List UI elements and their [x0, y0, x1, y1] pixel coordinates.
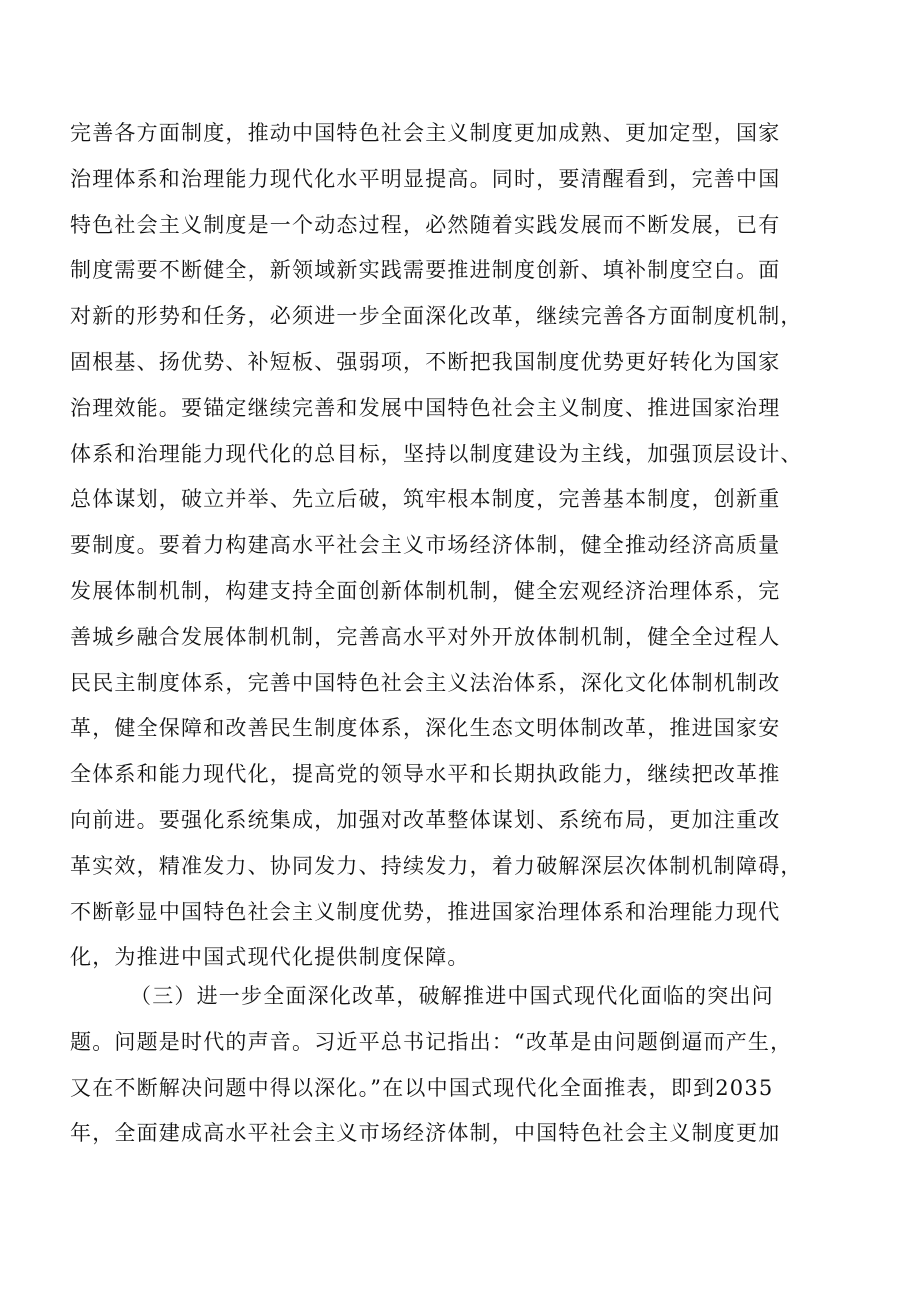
text-line: 治理体系和治理能力现代化水平明显提高。同时，要清醒看到，完善中国	[70, 166, 781, 191]
text-line: 治理效能。要锚定继续完善和发展中国特色社会主义制度、推进国家治理	[70, 395, 781, 420]
text-line: 发展体制机制，构建支持全面创新体制机制，健全宏观经济治理体系，完	[70, 578, 781, 603]
text-line: 又在不断解决问题中得以深化。”在以中国式现代化全面推表，即到2035	[70, 1075, 774, 1100]
text-line: 革，健全保障和改善民生制度体系，深化生态文明体制改革，推进国家安	[70, 716, 781, 741]
text-line: 向前进。要强化系统集成，加强对改革整体谋划、系统布局，更加注重改	[70, 807, 781, 832]
body-paragraph-2	[70, 974, 854, 1157]
text-line: 制度需要不断健全，新领域新实践需要推进制度创新、填补制度空白。面	[70, 258, 781, 283]
section-heading-line: （三）进一步全面深化改革，破解推进中国式现代化面临的突出问	[130, 984, 774, 1008]
text-line: 固根基、扬优势、补短板、强弱项，不断把我国制度优势更好转化为国家	[70, 349, 781, 374]
text-line: 要制度。要着力构建高水平社会主义市场经济体制，健全推动经济高质量	[70, 533, 781, 558]
body-paragraph-1	[70, 111, 854, 981]
text-line: 善城乡融合发展体制机制，完善高水平对外开放体制机制，健全全过程人	[70, 624, 781, 649]
text-line: 特色社会主义制度是一个动态过程，必然随着实践发展而不断发展，已有	[70, 212, 781, 237]
text-line: 题。问题是时代的声音。习近平总书记指出：“改革是由问题倒逼而产生，	[70, 1029, 793, 1054]
text-line: 体系和治理能力现代化的总目标，坚持以制度建设为主线，加强顶层设计、	[70, 441, 803, 466]
text-line: 年，全面建成高水平社会主义市场经济体制，中国特色社会主义制度更加	[70, 1121, 781, 1146]
text-line: 不断彰显中国特色社会主义制度优势，推进国家治理体系和治理能力现代	[70, 899, 781, 924]
text-line: 民民主制度体系，完善中国特色社会主义法治体系，深化文化体制机制改	[70, 670, 781, 695]
text-line: 革实效，精准发力、协同发力、持续发力，着力破解深层次体制机制障碍，	[70, 853, 803, 878]
text-line: 化，为推进中国式现代化提供制度保障。	[70, 945, 470, 970]
text-line: 对新的形势和任务，必须进一步全面深化改革，继续完善各方面制度机制，	[70, 304, 803, 329]
text-line: 总体谋划，破立并举、先立后破，筑牢根本制度，完善基本制度，创新重	[70, 487, 781, 512]
text-line: 完善各方面制度，推动中国特色社会主义制度更加成熟、更加定型，国家	[70, 121, 781, 145]
text-line: 全体系和能力现代化，提高党的领导水平和长期执政能力，继续把改革推	[70, 762, 781, 787]
